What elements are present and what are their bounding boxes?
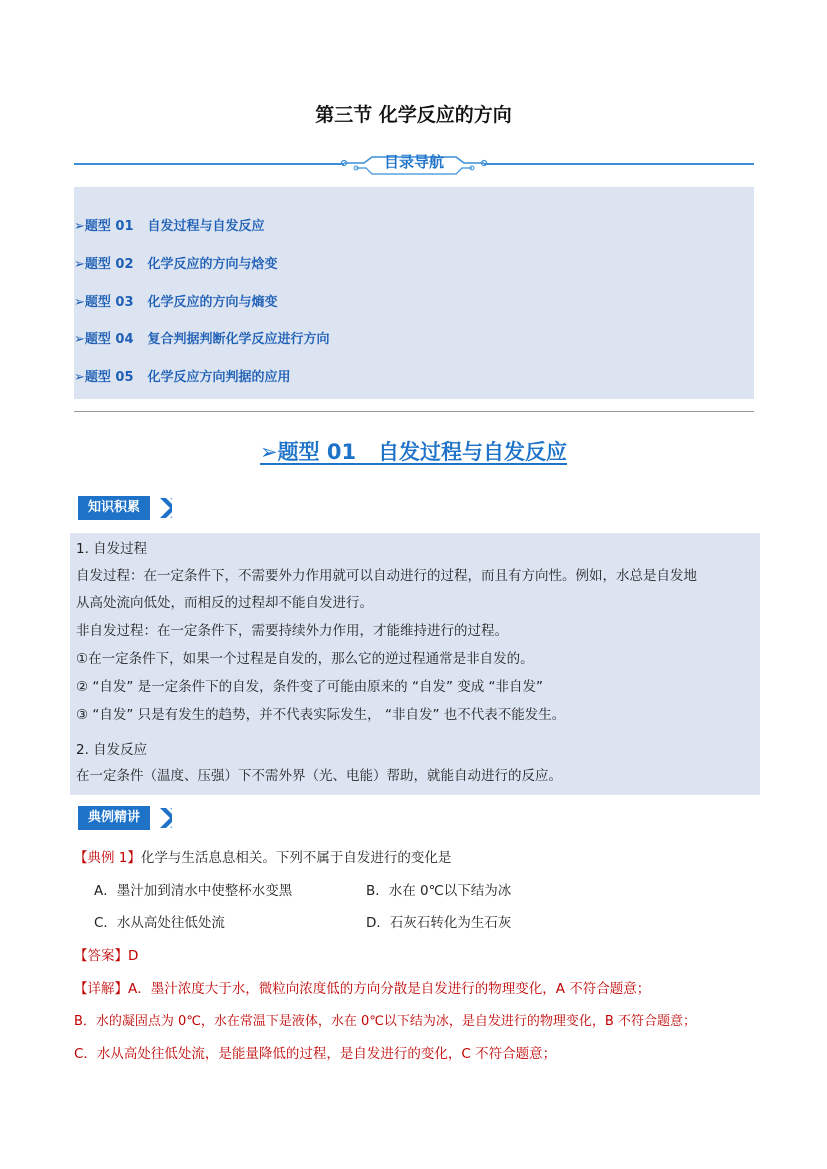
knowledge-line: ③ “自发” 只是有发生的趋势，并不代表实际发生， “非自发” 也不代表不能发生。: [76, 707, 566, 723]
table-of-contents: [74, 187, 754, 399]
page-title: 第三节 化学反应的方向: [315, 104, 512, 126]
divider: [74, 411, 754, 412]
option-a: A．墨汁加到清水中使整杯水变黑: [94, 883, 293, 899]
option-c: C．水从高处往低处流: [94, 915, 225, 931]
arrowhead-icon: ➢: [74, 257, 85, 272]
toc-item[interactable]: ➢题型 04 复合判据判断化学反应进行方向: [74, 332, 330, 347]
toc-header: [74, 150, 754, 180]
arrowhead-icon: ➢: [74, 370, 85, 385]
knowledge-line: ② “自发” 是一定条件下的自发，条件变了可能由原来的 “自发” 变成 “非自发”: [76, 679, 544, 695]
example-tag: [78, 806, 198, 830]
answer-label: 【答案】: [74, 948, 128, 964]
toc-item[interactable]: ➢题型 01 自发过程与自发反应: [74, 219, 265, 234]
knowledge-line: 从高处流向低处，而相反的过程却不能自发进行。: [76, 595, 373, 611]
detail-line: C．水从高处往低处流，是能量降低的过程，是自发进行的变化，C 不符合题意；: [74, 1046, 557, 1062]
option-b: B．水在 0℃以下结为冰: [366, 883, 512, 899]
arrowhead-icon: ➢: [74, 332, 85, 347]
knowledge-line: 在一定条件（温度、压强）下不需外界（光、电能）帮助，就能自动进行的反应。: [76, 768, 562, 784]
double-chevron-icon: [158, 496, 172, 520]
arrowhead-icon: ➢: [74, 295, 85, 310]
answer-value: D: [128, 948, 139, 964]
detail-line: 【详解】A．墨汁浓度大于水，微粒向浓度低的方向分散是自发进行的物理变化，A 不符合题意；: [74, 981, 651, 997]
arrowhead-icon: ➢: [74, 219, 85, 234]
example-tag-label: 典例精讲: [78, 806, 150, 830]
detail-label: 【详解】: [74, 981, 128, 997]
option-d: D．石灰石转化为生石灰: [366, 915, 512, 931]
divider: [74, 163, 344, 165]
arrowhead-icon: ➢: [259, 440, 278, 464]
knowledge-line: 非自发过程：在一定条件下，需要持续外力作用，才能维持进行的过程。: [76, 623, 508, 639]
knowledge-line: ①在一定条件下，如果一个过程是自发的，那么它的逆过程通常是非自发的。: [76, 651, 534, 667]
detail-line: B．水的凝固点为 0℃，水在常温下是液体，水在 0℃以下结为冰，是自发进行的物理变化，B 不符合题意；: [74, 1014, 696, 1029]
section-heading: ➢题型 01 自发过程与自发反应: [259, 440, 568, 464]
knowledge-line: 自发过程：在一定条件下，不需要外力作用就可以自动进行的过程，而且有方向性。例如，水总是自发地: [76, 568, 697, 584]
knowledge-heading: 1. 自发过程: [76, 541, 148, 557]
example-label: 【典例 1】: [74, 850, 141, 866]
double-chevron-icon: [158, 806, 172, 830]
knowledge-tag-label: 知识积累: [78, 496, 150, 520]
answer-line: [74, 944, 138, 964]
divider: [484, 163, 754, 165]
toc-item[interactable]: ➢题型 05 化学反应方向判据的应用: [74, 370, 291, 385]
knowledge-heading: 2. 自发反应: [76, 742, 148, 758]
toc-item[interactable]: ➢题型 02 化学反应的方向与焓变: [74, 257, 278, 272]
example-question: 【典例 1】化学与生活息息相关。下列不属于自发进行的变化是: [74, 850, 452, 866]
knowledge-tag: [78, 496, 198, 520]
knowledge-panel: [70, 533, 760, 795]
toc-header-label: 目录导航: [383, 153, 444, 171]
toc-item[interactable]: ➢题型 03 化学反应的方向与熵变: [74, 295, 278, 310]
